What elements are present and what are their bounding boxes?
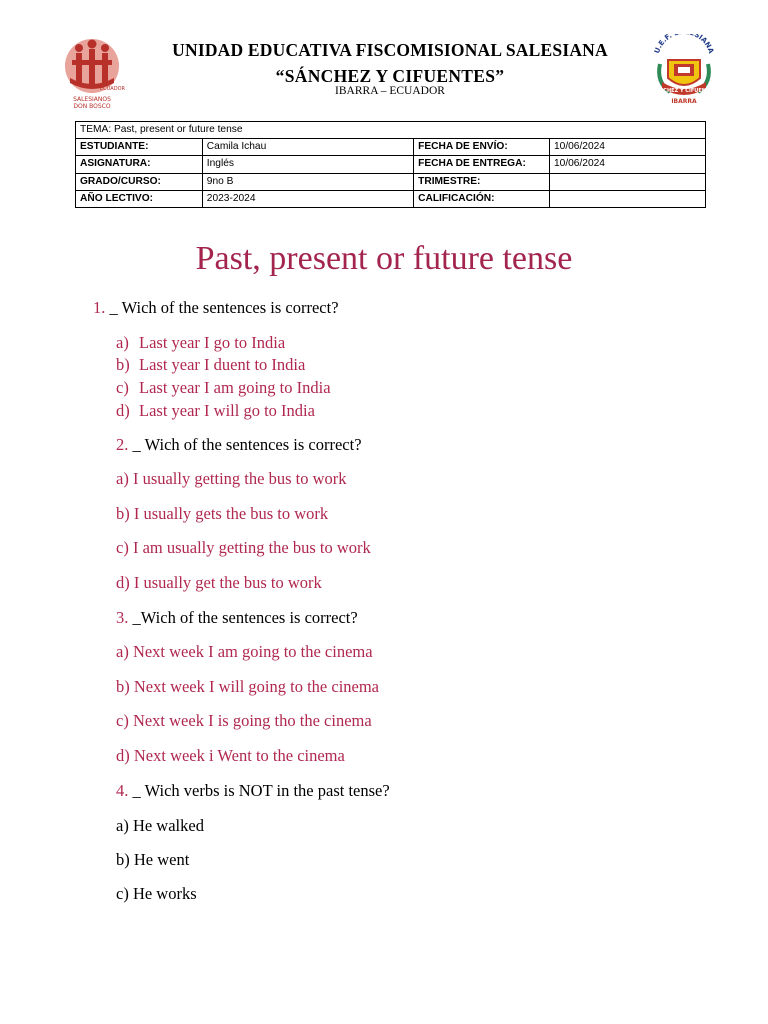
question-text: _ Wich of the sentences is correct? [128, 435, 362, 454]
info-label: FECHA DE ENTREGA: [414, 156, 550, 173]
worksheet-title: Past, present or future tense [195, 240, 573, 277]
info-value: 10/06/2024 [549, 156, 705, 173]
tema-cell [76, 122, 706, 139]
tema-row [76, 122, 706, 139]
question-text: _ Wich verbs is NOT in the past tense? [128, 781, 390, 800]
question-4 [116, 781, 390, 801]
info-value [549, 173, 705, 190]
question-number: 4. [116, 781, 129, 800]
question-4-option-c: c) He works [116, 884, 197, 903]
question-number: 1. [93, 298, 106, 317]
option-letter: b) [116, 355, 130, 374]
school-city: IBARRA – ECUADOR [335, 85, 445, 97]
question-3-option-a: a) Next week I am going to the cinema [116, 642, 373, 661]
info-label: ASIGNATURA: [76, 156, 203, 173]
school-crest-logo [650, 34, 718, 106]
question-1 [93, 298, 339, 318]
option-letter: a) [116, 333, 129, 352]
question-number: 2. [116, 435, 129, 454]
info-row [76, 190, 706, 207]
question-3-option-b: b) Next week I will going to the cinema [116, 677, 380, 696]
school-name: UNIDAD EDUCATIVA FISCOMISIONAL SALESIANA [172, 40, 608, 60]
info-label: ESTUDIANTE: [76, 139, 203, 156]
info-label: GRADO/CURSO: [76, 173, 203, 190]
info-value: 9no B [202, 173, 413, 190]
info-row [76, 173, 706, 190]
question-2-option-c: c) I am usually getting the bus to work [116, 538, 371, 557]
logo-right-banner: SÁNCHEZ Y CIFUENTES [651, 88, 717, 94]
logo-right-arc: U.E.F. SIANA [652, 34, 716, 55]
question-3-option-d: d) Next week i Went to the cinema [116, 746, 345, 765]
info-value: 2023-2024 [202, 190, 413, 207]
question-1-option-b [116, 355, 305, 375]
option-text: Last year I will go to India [139, 401, 315, 420]
question-3 [116, 608, 358, 628]
question-2 [116, 435, 362, 455]
question-4-option-b: b) He went [116, 850, 190, 869]
svg-text:U.E.F. SALESIANA [653, 34, 715, 55]
info-value: Camila Ichau [202, 139, 413, 156]
info-label: CALIFICACIÓN: [414, 190, 550, 207]
info-value [549, 190, 705, 207]
question-2-option-d: d) I usually get the bus to work [116, 573, 322, 592]
question-4-option-a: a) He walked [116, 816, 204, 835]
question-2-option-a: a) I usually getting the bus to work [116, 469, 347, 488]
info-value: 10/06/2024 [549, 139, 705, 156]
option-text: Last year I am going to India [139, 378, 331, 397]
logo-right-city: IBARRA [671, 98, 697, 105]
question-1-option-c [116, 378, 331, 398]
option-letter: c) [116, 378, 129, 397]
option-text: Last year I duent to India [139, 355, 306, 374]
info-label: AÑO LECTIVO: [76, 190, 203, 207]
option-text: Last year I go to India [139, 333, 286, 352]
logo-left-country: ECUADOR [100, 86, 125, 92]
salesianos-logo [62, 38, 130, 112]
info-label: TRIMESTRE: [414, 173, 550, 190]
tema-value: : Past, present or future tense [108, 124, 243, 136]
info-row [76, 156, 706, 173]
question-1-option-a [116, 333, 285, 353]
question-3-option-c: c) Next week I is going tho the cinema [116, 711, 372, 730]
question-1-option-d [116, 401, 315, 421]
student-info-table [75, 121, 706, 208]
info-row [76, 139, 706, 156]
question-text: _Wich of the sentences is correct? [128, 608, 358, 627]
logo-left-line2: DON BOSCO [73, 103, 111, 110]
logo-left-line1: SALESIANOS [73, 96, 111, 103]
tema-label: TEMA [80, 124, 109, 136]
question-text: _ Wich of the sentences is correct? [105, 298, 339, 317]
question-number: 3. [116, 608, 129, 627]
school-name-line2: “SÁNCHEZ Y CIFUENTES” [275, 66, 505, 86]
option-letter: d) [116, 401, 130, 420]
question-2-option-b: b) I usually gets the bus to work [116, 504, 329, 523]
info-label: FECHA DE ENVÍO: [414, 139, 550, 156]
info-value: Inglés [202, 156, 413, 173]
